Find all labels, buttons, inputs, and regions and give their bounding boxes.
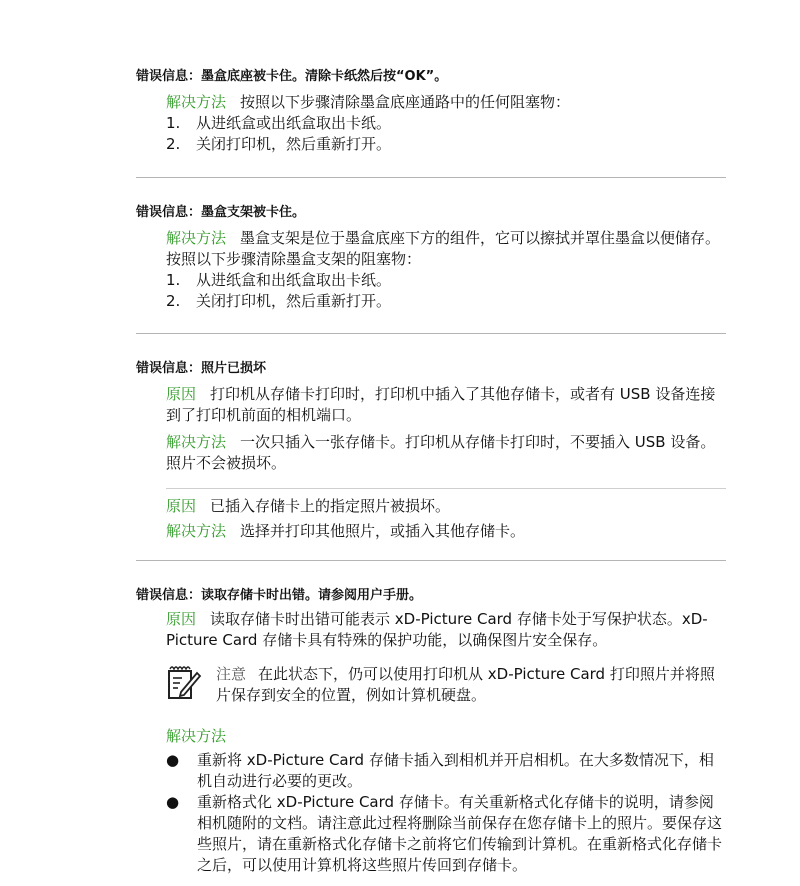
note-box: [166, 664, 726, 706]
section-card-read-error: [136, 587, 726, 651]
solution-label: 解决方法: [166, 93, 227, 111]
steps-list: [166, 270, 726, 312]
list-item: [166, 792, 726, 876]
cause-text: 读取存储卡时出错可能表示 xD-Picture Card 存储卡处于写保护状态。xD-Picture Card 存储卡具有特殊的保护功能，以确保图片安全保存。: [166, 610, 708, 649]
note-paragraph: [216, 664, 726, 706]
solution-paragraph: [166, 521, 726, 542]
solution-text: 按照以下步骤清除墨盒底座通路中的任何阻塞物：: [240, 93, 571, 111]
solution-paragraph: [166, 432, 726, 474]
step-text: 从进纸盒或出纸盒取出卡纸。: [196, 114, 392, 132]
list-item: [166, 750, 726, 792]
step-number: 1.: [166, 271, 181, 289]
step-number: 2.: [166, 135, 181, 153]
section-heading: 错误信息：读取存储卡时出错。请参阅用户手册。: [136, 588, 423, 603]
section-carriage-stuck: [136, 204, 726, 312]
step-text: 从进纸盒和出纸盒取出卡纸。: [196, 271, 392, 289]
cause-label: 原因: [166, 497, 197, 515]
bullet-text: 重新将 xD-Picture Card 存储卡插入到相机并开启相机。在大多数情况下，相机自动进行必要的更改。: [197, 751, 714, 790]
list-item: [166, 291, 726, 312]
bullet-marker: ●: [166, 793, 180, 811]
cause-paragraph: [166, 609, 726, 651]
note-text: 在此状态下，仍可以使用打印机从 xD-Picture Card 打印照片并将照片保存到安全的位置，例如计算机硬盘。: [216, 665, 715, 704]
solution-text: 墨盒支架是位于墨盒底座下方的组件，它可以擦拭并罩住墨盒以便储存。按照以下步骤清除墨盒支架的阻塞物：: [166, 229, 721, 268]
cause-text: 已插入存储卡上的指定照片被损坏。: [210, 497, 451, 515]
cause-paragraph: [166, 384, 726, 426]
bullet-marker: ●: [166, 751, 180, 769]
section-heading: 错误信息：照片已损坏: [136, 361, 267, 376]
step-text: 关闭打印机，然后重新打开。: [196, 135, 392, 153]
solution-label: 解决方法: [166, 229, 227, 247]
list-item: [166, 134, 726, 155]
solution-label: 解决方法: [166, 433, 227, 451]
solution-heading-block: [166, 726, 726, 747]
solution-label: 解决方法: [166, 727, 227, 745]
list-item: [166, 270, 726, 291]
section-photo-damaged: [136, 360, 726, 474]
bullet-list: [166, 750, 726, 876]
solution-paragraph: [166, 92, 726, 113]
solution-paragraph: [166, 228, 726, 270]
step-number: 1.: [166, 114, 181, 132]
section-cradle-stuck: [136, 68, 726, 155]
cause-label: 原因: [166, 385, 197, 403]
note-label: 注意: [216, 665, 247, 683]
cause-label: 原因: [166, 610, 197, 628]
solution-label: 解决方法: [166, 522, 227, 540]
section-heading: 错误信息：墨盒支架被卡住。: [136, 205, 306, 220]
cause-paragraph: [166, 496, 726, 517]
note-pencil-icon: [166, 664, 202, 700]
step-text: 关闭打印机，然后重新打开。: [196, 292, 392, 310]
steps-list: [166, 113, 726, 155]
step-number: 2.: [166, 292, 181, 310]
section-divider: [136, 333, 726, 334]
bullet-text: 重新格式化 xD-Picture Card 存储卡。有关重新格式化存储卡的说明，请参阅相机随附的文档。请注意此过程将删除当前保存在您存储卡上的照片。要保存这些照片，请在重新格式化存储卡之前将它们传输到计算机。在重新格式化存储卡之后，可以使用计算机将这些照片传回到存储卡。: [197, 793, 723, 874]
cause-text: 打印机从存储卡打印时，打印机中插入了其他存储卡，或者有 USB 设备连接到了打印机前面的相机端口。: [166, 385, 716, 424]
list-item: [166, 113, 726, 134]
solution-text: 选择并打印其他照片，或插入其他存储卡。: [240, 522, 526, 540]
section-heading: 错误信息：墨盒底座被卡住。清除卡纸然后按“OK”。: [136, 69, 448, 84]
solution-text: 一次只插入一张存储卡。打印机从存储卡打印时，不要插入 USB 设备。照片不会被损坏。: [166, 433, 716, 472]
section-divider: [136, 177, 726, 178]
subsection-divider: [166, 488, 726, 489]
section-divider: [136, 560, 726, 561]
section-photo-damaged-cause-2: [136, 496, 726, 542]
